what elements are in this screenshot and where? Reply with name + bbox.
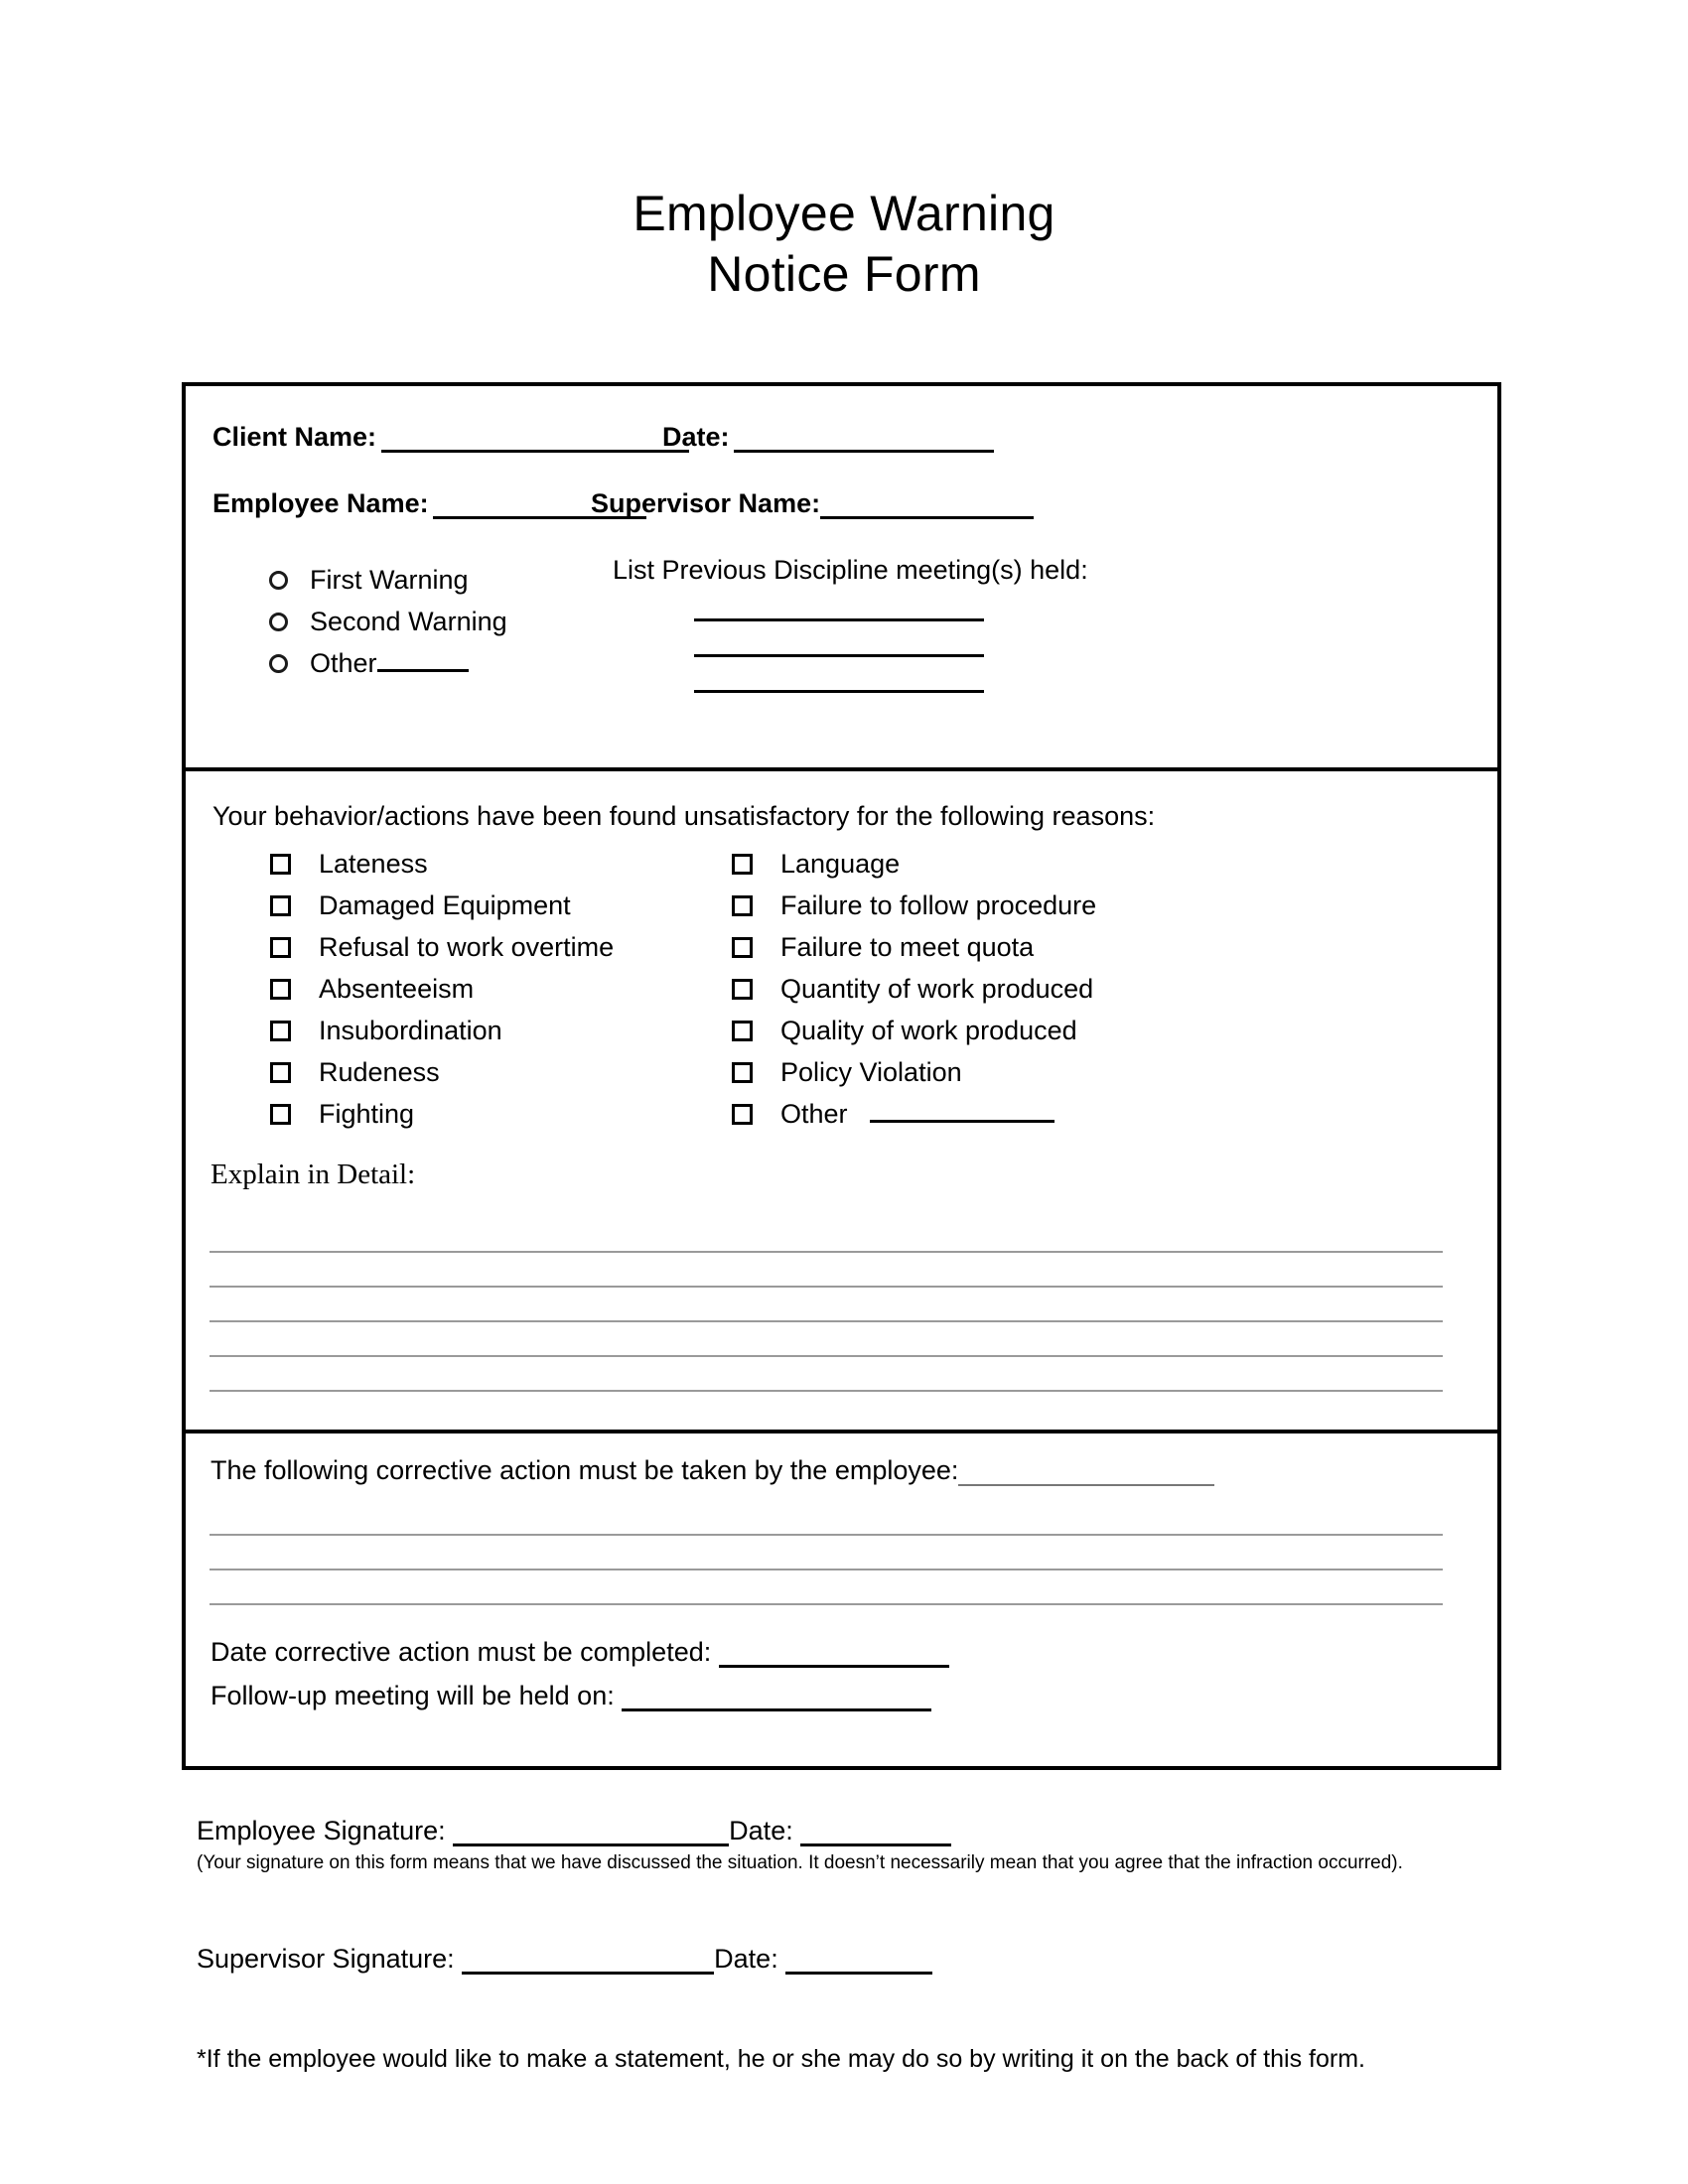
page-title — [0, 184, 1688, 305]
reason-label: Insubordination — [319, 1015, 502, 1045]
followup-meeting-input[interactable] — [622, 1683, 931, 1711]
reasons-right-column — [732, 843, 1096, 1135]
reason-label: Failure to follow procedure — [780, 889, 1097, 920]
reason-label: Policy Violation — [780, 1056, 962, 1087]
reason-label: Language — [780, 848, 901, 879]
warning-type-group — [269, 559, 507, 684]
explain-in-detail-label: Explain in Detail: — [211, 1159, 416, 1190]
supervisor-signature-input[interactable] — [462, 1946, 714, 1975]
explain-in-detail-lines[interactable] — [210, 1218, 1443, 1392]
identity-section — [186, 386, 1497, 771]
reason-label: Refusal to work overtime — [319, 931, 615, 962]
writing-line[interactable] — [210, 1322, 1443, 1357]
checkbox-icon[interactable] — [732, 937, 753, 958]
corrective-action-heading: The following corrective action must be taken by the employee: — [211, 1455, 959, 1485]
reason-checkbox-rudeness[interactable] — [270, 1051, 614, 1093]
corrective-action-section — [186, 1433, 1497, 1766]
date-row — [662, 422, 994, 453]
warning-type-other-input[interactable] — [377, 654, 469, 672]
employee-signature-row — [197, 1816, 1507, 1846]
reason-checkbox-failure-meet-quota[interactable] — [732, 926, 1096, 968]
employee-name-label: Employee Name: — [212, 488, 429, 518]
warning-type-label: Other — [310, 647, 377, 678]
date-input[interactable] — [734, 435, 994, 453]
checkbox-icon[interactable] — [270, 1104, 291, 1125]
reason-label: Failure to meet quota — [780, 931, 1035, 962]
previous-discipline-input[interactable] — [694, 618, 984, 621]
employee-signature-date-label: Date: — [729, 1816, 793, 1845]
writing-line[interactable] — [210, 1218, 1443, 1253]
supervisor-signature-date-input[interactable] — [785, 1946, 932, 1975]
reason-checkbox-quality-of-work[interactable] — [732, 1010, 1096, 1051]
checkbox-icon[interactable] — [270, 979, 291, 1000]
client-name-row — [212, 422, 689, 453]
reason-label: Absenteeism — [319, 973, 475, 1004]
checkbox-icon[interactable] — [732, 1062, 753, 1083]
previous-discipline-input[interactable] — [694, 654, 984, 657]
radio-icon[interactable] — [269, 571, 288, 590]
employee-signature-date-input[interactable] — [800, 1818, 951, 1846]
reason-label: Quantity of work produced — [780, 973, 1094, 1004]
warning-type-label: First Warning — [310, 564, 469, 595]
reason-other-input[interactable] — [870, 1105, 1055, 1123]
checkbox-icon[interactable] — [270, 1062, 291, 1083]
warning-type-option-other[interactable] — [269, 642, 507, 684]
supervisor-signature-label: Supervisor Signature: — [197, 1944, 455, 1974]
warning-type-option-second[interactable] — [269, 601, 507, 642]
writing-line[interactable] — [210, 1570, 1443, 1605]
reason-label: Quality of work produced — [780, 1015, 1077, 1045]
employee-name-row — [212, 488, 646, 519]
checkbox-icon[interactable] — [732, 895, 753, 916]
reason-label: Rudeness — [319, 1056, 440, 1087]
page-title-line-1: Employee Warning — [633, 186, 1055, 241]
followup-meeting-label: Follow-up meeting will be held on: — [211, 1681, 615, 1710]
warning-type-label: Second Warning — [310, 606, 507, 636]
checkbox-icon[interactable] — [270, 895, 291, 916]
supervisor-name-input[interactable] — [820, 501, 1034, 519]
employee-signature-label: Employee Signature: — [197, 1816, 446, 1845]
checkbox-icon[interactable] — [732, 1104, 753, 1125]
reason-checkbox-lateness[interactable] — [270, 843, 614, 885]
supervisor-signature-date-label: Date: — [714, 1944, 778, 1974]
employee-signature-input[interactable] — [453, 1818, 729, 1846]
checkbox-icon[interactable] — [270, 937, 291, 958]
supervisor-name-label: Supervisor Name: — [591, 488, 821, 518]
corrective-action-lines[interactable] — [210, 1501, 1443, 1605]
date-completed-row — [211, 1637, 949, 1681]
client-name-label: Client Name: — [212, 422, 377, 452]
form-box — [182, 382, 1501, 1770]
reason-checkbox-policy-violation[interactable] — [732, 1051, 1096, 1093]
reason-checkbox-other[interactable] — [732, 1093, 1096, 1135]
employee-signature-block — [197, 1816, 1507, 1875]
reasons-section — [186, 771, 1497, 1433]
radio-icon[interactable] — [269, 613, 288, 631]
writing-line[interactable] — [210, 1288, 1443, 1322]
writing-line[interactable] — [210, 1253, 1443, 1288]
writing-line[interactable] — [210, 1501, 1443, 1536]
reasons-left-column — [270, 843, 614, 1135]
reason-checkbox-quantity-of-work[interactable] — [732, 968, 1096, 1010]
reason-checkbox-damaged-equipment[interactable] — [270, 885, 614, 926]
checkbox-icon[interactable] — [270, 1021, 291, 1041]
previous-discipline-label: List Previous Discipline meeting(s) held: — [613, 555, 1088, 585]
corrective-action-input[interactable] — [958, 1458, 1214, 1486]
reasons-intro-text: Your behavior/actions have been found unsatisfactory for the following reasons: — [212, 801, 1156, 831]
radio-icon[interactable] — [269, 654, 288, 673]
writing-line[interactable] — [210, 1536, 1443, 1570]
checkbox-icon[interactable] — [732, 854, 753, 875]
signature-disclaimer: (Your signature on this form means that we have discussed the situation. It doesn’t necessarily mean that you agree that the infraction occurred). — [197, 1852, 1403, 1873]
supervisor-name-row — [591, 488, 1034, 519]
reason-checkbox-refusal-overtime[interactable] — [270, 926, 614, 968]
corrective-action-dates — [211, 1637, 949, 1724]
reason-label: Other — [780, 1098, 848, 1129]
reason-checkbox-absenteeism[interactable] — [270, 968, 614, 1010]
followup-meeting-row — [211, 1681, 949, 1724]
checkbox-icon[interactable] — [270, 854, 291, 875]
date-completed-label: Date corrective action must be completed: — [211, 1637, 712, 1667]
date-label: Date: — [662, 422, 730, 452]
writing-line[interactable] — [210, 1357, 1443, 1392]
previous-discipline-input[interactable] — [694, 690, 984, 693]
footer-note: *If the employee would like to make a statement, he or she may do so by writing it on the back of this form. — [197, 2045, 1365, 2073]
reason-checkbox-failure-follow-procedure[interactable] — [732, 885, 1096, 926]
supervisor-signature-row — [197, 1944, 932, 1975]
reason-label: Damaged Equipment — [319, 889, 571, 920]
reason-label: Fighting — [319, 1098, 415, 1129]
reason-checkbox-insubordination[interactable] — [270, 1010, 614, 1051]
reason-checkbox-fighting[interactable] — [270, 1093, 614, 1135]
checkbox-icon[interactable] — [732, 979, 753, 1000]
page-title-line-2: Notice Form — [707, 246, 981, 302]
corrective-action-heading-row — [211, 1455, 1214, 1486]
warning-type-option-first[interactable] — [269, 559, 507, 601]
reason-checkbox-language[interactable] — [732, 843, 1096, 885]
reason-label: Lateness — [319, 848, 428, 879]
date-completed-input[interactable] — [719, 1639, 949, 1668]
checkbox-icon[interactable] — [732, 1021, 753, 1041]
previous-discipline-block — [613, 555, 1179, 693]
client-name-input[interactable] — [381, 435, 689, 453]
